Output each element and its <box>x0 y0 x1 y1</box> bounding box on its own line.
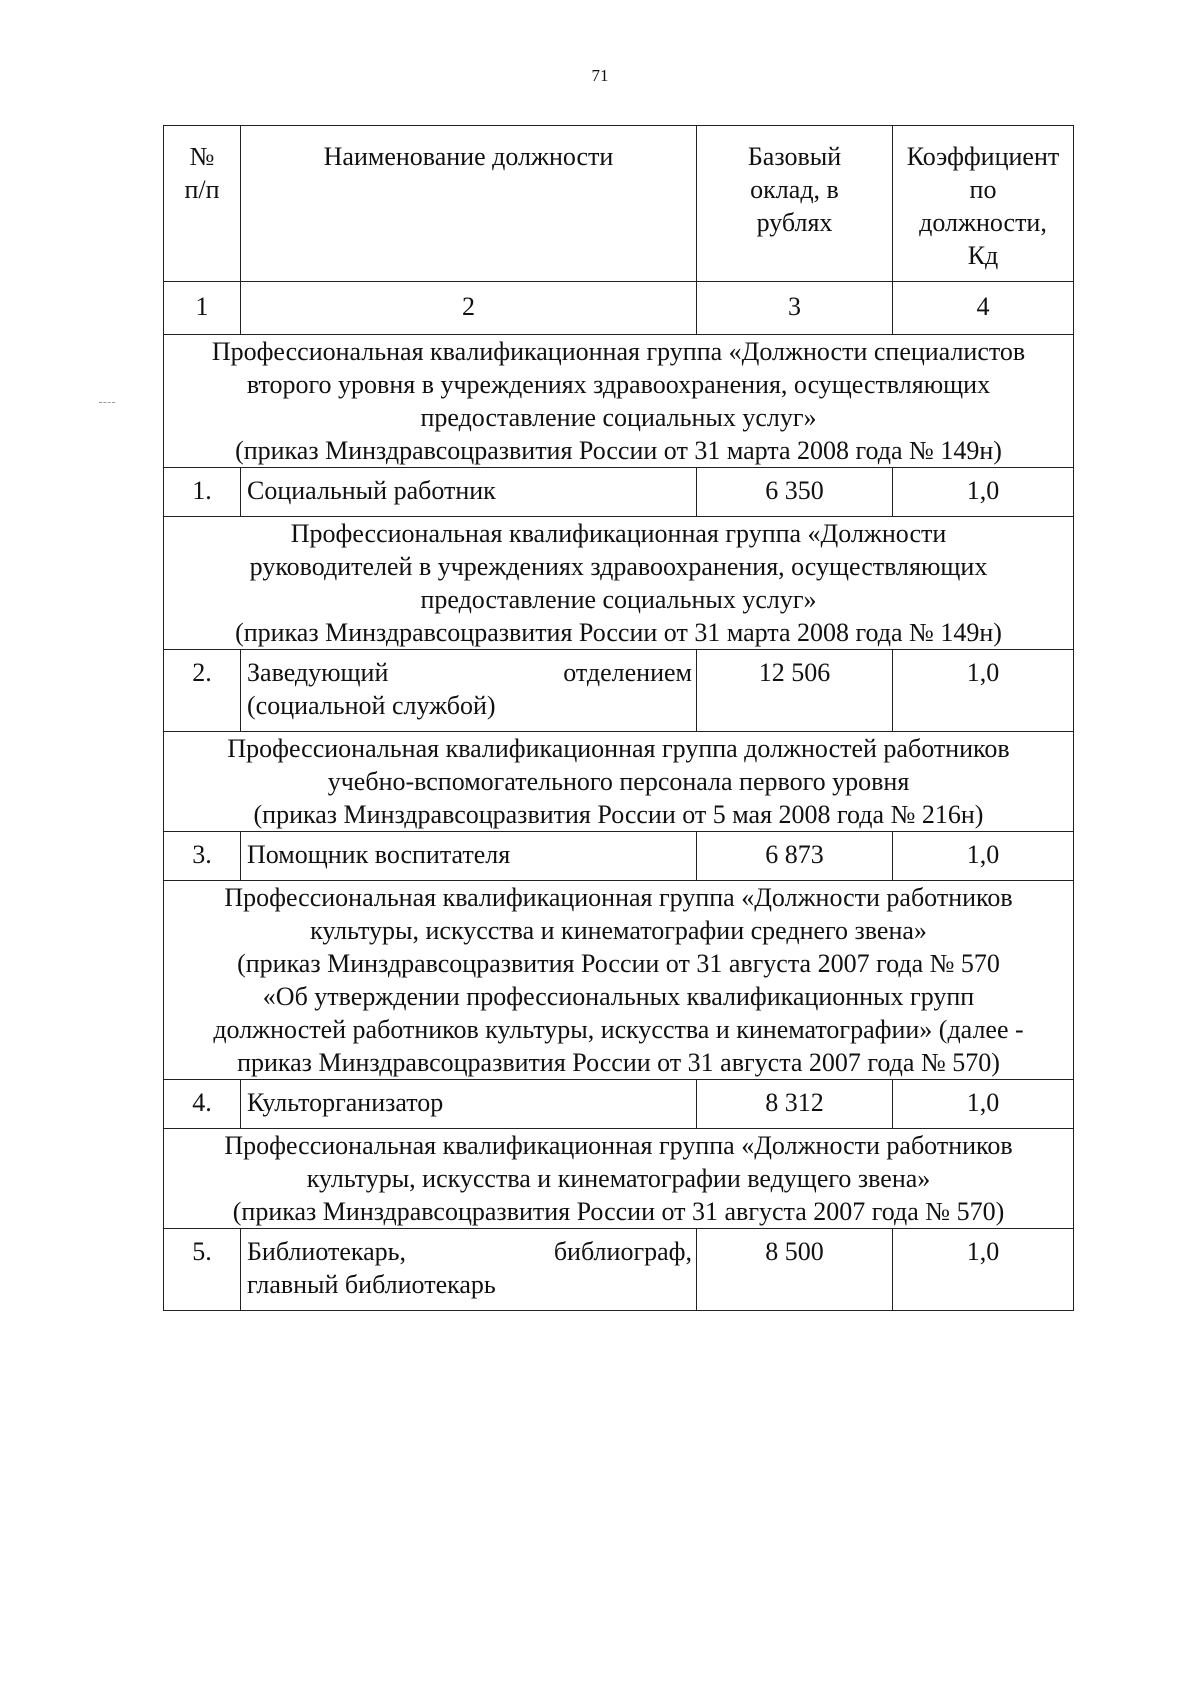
base-salary: 6 873 <box>697 832 893 881</box>
group-heading-line: (приказ Минздравсоцразвития России от 31 августа 2007 года № 570 <box>237 949 1000 978</box>
header-num-line: п/п <box>184 175 220 204</box>
table-row <box>164 1229 1074 1311</box>
column-number-cell: 1 <box>164 282 241 335</box>
header-coef-line: должности, <box>919 208 1047 237</box>
group-heading-line: культуры, искусства и кинематографии ведущего звена» <box>306 1164 931 1193</box>
group-heading-row <box>164 732 1074 832</box>
table-row <box>164 468 1074 517</box>
position-name-part: Библиотекарь, <box>247 1237 407 1266</box>
group-heading-line: Профессиональная квалификационная группа «Должности работников <box>224 883 1013 912</box>
row-number: 3. <box>164 832 241 881</box>
position-name-part: главный библиотекарь <box>247 1270 496 1299</box>
group-heading-line: должностей работников культуры, искусства и кинематографии» (далее - <box>213 1015 1024 1044</box>
table-row <box>164 650 1074 732</box>
group-heading-line: Профессиональная квалификационная группа должностей работников <box>227 734 1010 763</box>
header-coef-line: Кд <box>967 241 999 270</box>
page-number: 71 <box>591 66 609 85</box>
header-name: Наименование должности <box>323 142 614 171</box>
row-number: 4. <box>164 1080 241 1129</box>
position-name <box>241 1229 697 1311</box>
position-name-part: отделением <box>563 658 692 687</box>
group-heading-line: приказ Минздравсоцразвития России от 31 августа 2007 года № 570) <box>237 1048 1000 1077</box>
row-number: 5. <box>164 1229 241 1311</box>
position-name <box>241 832 697 881</box>
group-heading-cell <box>164 335 1074 468</box>
group-heading-row <box>164 517 1074 650</box>
position-name <box>241 650 697 732</box>
group-heading-cell <box>164 881 1074 1080</box>
position-coefficient: 1,0 <box>893 1229 1074 1311</box>
group-heading-line: второго уровня в учреждениях здравоохранения, осуществляющих <box>246 370 991 399</box>
group-heading-line: (приказ Минздравсоцразвития России от 31 марта 2008 года № 149н) <box>235 618 1002 647</box>
group-heading-line: учебно-вспомогательного персонала первого уровня <box>327 767 910 796</box>
row-number: 2. <box>164 650 241 732</box>
table-header-row <box>164 126 1074 282</box>
header-salary-line: оклад, в <box>750 175 839 204</box>
group-heading-cell <box>164 732 1074 832</box>
header-coef-line: Коэффициент <box>906 142 1060 171</box>
position-name-part: библиограф, <box>553 1237 692 1266</box>
position-coefficient: 1,0 <box>893 468 1074 517</box>
scan-speck <box>99 402 115 405</box>
group-heading-line: предоставление социальных услуг» <box>420 585 817 614</box>
position-name-part: (социальной службой) <box>247 691 496 720</box>
column-number-cell: 3 <box>697 282 893 335</box>
position-coefficient: 1,0 <box>893 650 1074 732</box>
group-heading-line: Профессиональная квалификационная группа «Должности специалистов <box>211 337 1026 366</box>
position-name <box>241 468 697 517</box>
row-number: 1. <box>164 468 241 517</box>
base-salary: 8 312 <box>697 1080 893 1129</box>
header-coef-line: по <box>969 175 997 204</box>
group-heading-line: (приказ Минздравсоцразвития России от 5 мая 2008 года № 216н) <box>253 800 984 829</box>
group-heading-line: предоставление социальных услуг» <box>420 403 817 432</box>
group-heading-row <box>164 335 1074 468</box>
header-salary-cell <box>697 126 893 282</box>
column-number-cell: 2 <box>241 282 697 335</box>
column-number-row <box>164 282 1074 335</box>
header-name-cell <box>241 126 697 282</box>
header-salary-line: рублях <box>756 208 833 237</box>
group-heading-cell <box>164 517 1074 650</box>
position-name-part: Заведующий <box>247 658 389 687</box>
group-heading-row <box>164 881 1074 1080</box>
position-name-part: Социальный работник <box>247 476 496 505</box>
group-heading-cell <box>164 1129 1074 1229</box>
group-heading-row <box>164 1129 1074 1229</box>
position-name-part: Помощник воспитателя <box>247 840 511 869</box>
group-heading-line: руководителей в учреждениях здравоохранения, осуществляющих <box>249 552 988 581</box>
position-coefficient: 1,0 <box>893 1080 1074 1129</box>
group-heading-line: (приказ Минздравсоцразвития России от 31 марта 2008 года № 149н) <box>235 436 1002 465</box>
position-name-part: Культорганизатор <box>247 1088 444 1117</box>
group-heading-line: Профессиональная квалификационная группа «Должности работников <box>224 1131 1013 1160</box>
table-row <box>164 832 1074 881</box>
header-num-line: № <box>189 142 215 171</box>
column-number-cell: 4 <box>893 282 1074 335</box>
header-salary-line: Базовый <box>747 142 842 171</box>
base-salary: 12 506 <box>697 650 893 732</box>
header-coef-cell <box>893 126 1074 282</box>
base-salary: 6 350 <box>697 468 893 517</box>
group-heading-line: (приказ Минздравсоцразвития России от 31 августа 2007 года № 570) <box>232 1197 1005 1226</box>
position-name <box>241 1080 697 1129</box>
group-heading-line: Профессиональная квалификационная группа «Должности <box>290 519 947 548</box>
base-salary: 8 500 <box>697 1229 893 1311</box>
header-num-cell <box>164 126 241 282</box>
group-heading-line: «Об утверждении профессиональных квалификационных групп <box>262 982 975 1011</box>
table-row <box>164 1080 1074 1129</box>
position-coefficient: 1,0 <box>893 832 1074 881</box>
group-heading-line: культуры, искусства и кинематографии среднего звена» <box>310 916 927 945</box>
salary-table <box>163 125 1074 1311</box>
